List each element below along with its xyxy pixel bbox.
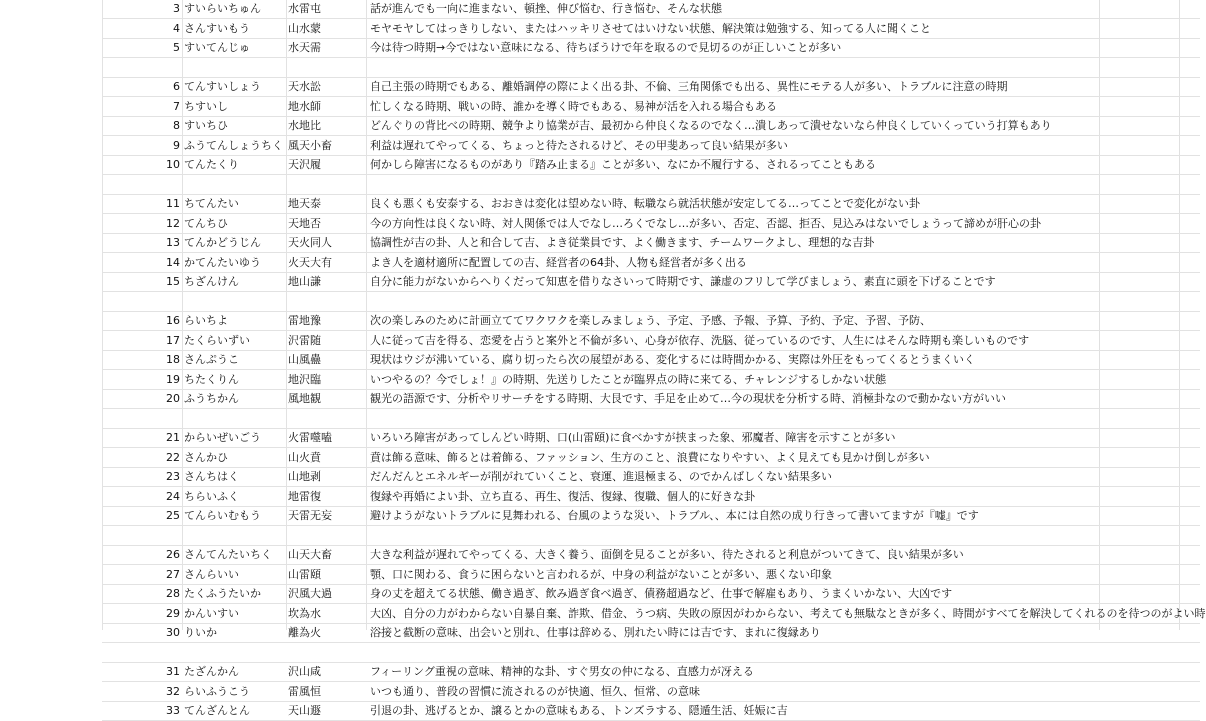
hexagram-number-cell[interactable]: 20 bbox=[166, 392, 180, 405]
description-cell[interactable]: 観光の語源です、分析やリサーチをする時期、大艮です、手足を止めて…今の現状を分析する時、消極卦なので動かない方がいい bbox=[370, 392, 1007, 405]
reading-cell[interactable]: ちすいし bbox=[184, 99, 228, 113]
table-row[interactable] bbox=[102, 233, 1200, 253]
hexagram-name-cell[interactable]: 地天泰 bbox=[288, 197, 321, 210]
hexagram-number-cell[interactable]: 25 bbox=[166, 509, 180, 522]
hexagram-name-cell[interactable]: 雷地豫 bbox=[288, 314, 321, 327]
reading-cell[interactable]: かてんたいゆう bbox=[184, 255, 261, 269]
table-row[interactable] bbox=[102, 331, 1200, 351]
hexagram-name-cell[interactable]: 天火同人 bbox=[288, 236, 332, 249]
hexagram-number-cell[interactable]: 28 bbox=[166, 587, 180, 600]
hexagram-name-cell[interactable]: 水雷屯 bbox=[288, 2, 321, 15]
reading-cell[interactable]: てんちひ bbox=[184, 216, 228, 230]
hexagram-number-cell[interactable]: 10 bbox=[166, 158, 180, 171]
description-cell[interactable]: 復縁や再婚によい卦、立ち直る、再生、復活、復縁、復職、個人的に好きな卦 bbox=[370, 489, 755, 503]
reading-cell[interactable]: すいちひ bbox=[184, 119, 228, 132]
description-cell[interactable]: 自分に能力がないからへりくだって知恵を借りなさいって時期です、謙虚のフリして学びましょう、素直に頭を下げることです bbox=[370, 275, 996, 288]
hexagram-name-cell[interactable]: 離為火 bbox=[288, 626, 321, 639]
reading-cell[interactable]: らいちよ bbox=[184, 314, 228, 327]
hexagram-name-cell[interactable]: 天山遯 bbox=[288, 704, 321, 717]
hexagram-name-cell[interactable]: 地水師 bbox=[288, 99, 321, 113]
hexagram-number-cell[interactable]: 31 bbox=[166, 665, 180, 678]
description-cell[interactable]: 避けようがないトラブルに見舞われる、台風のような災い、トラブル、、本には自然の成り行きって書いてますが『嘘』です bbox=[370, 509, 979, 522]
reading-cell[interactable]: たざんかん bbox=[184, 665, 239, 678]
hexagram-number-cell[interactable]: 22 bbox=[166, 450, 180, 464]
reading-cell[interactable]: ふうちかん bbox=[184, 392, 239, 405]
reading-cell[interactable]: てんすいしょう bbox=[184, 80, 261, 93]
hexagram-name-cell[interactable]: 山地剥 bbox=[288, 470, 321, 483]
description-cell[interactable]: 良くも悪くも安泰する、おおきは変化は望めない時、転職なら就活状態が安定してる…ってことで変化がない卦 bbox=[370, 197, 920, 210]
description-cell[interactable]: 利益は遅れてやってくる、ちょっと待たされるけど、その甲斐あって良い結果が多い bbox=[370, 138, 788, 152]
hexagram-number-cell[interactable]: 3 bbox=[173, 2, 180, 15]
hexagram-number-cell[interactable]: 4 bbox=[173, 21, 180, 35]
blank-row[interactable] bbox=[102, 175, 1200, 195]
table-row[interactable] bbox=[102, 19, 1200, 39]
hexagram-name-cell[interactable]: 山水蒙 bbox=[288, 21, 321, 35]
reading-cell[interactable]: さんすいもう bbox=[184, 21, 250, 35]
blank-row[interactable] bbox=[102, 292, 1200, 312]
table-row[interactable] bbox=[102, 311, 1200, 331]
description-cell[interactable]: 現状はウジが沸いている、腐り切ったら次の展望がある、変化するには時間かかる、実際は外圧をもってくるとうまくいく bbox=[370, 353, 975, 366]
blank-row[interactable] bbox=[102, 526, 1200, 546]
hexagram-name-cell[interactable]: 沢山咸 bbox=[288, 665, 321, 678]
description-cell[interactable]: いつも通り、普段の習慣に流されるのが快適、恒久、恒常、の意味 bbox=[370, 684, 700, 698]
hexagram-number-cell[interactable]: 29 bbox=[166, 606, 180, 620]
hexagram-name-cell[interactable]: 風地観 bbox=[288, 392, 321, 405]
description-cell[interactable]: 今は待つ時期→今ではない意味になる、待ちぼうけで年を取るので見切るのが正しいことが多い bbox=[370, 41, 842, 54]
description-cell[interactable]: いつやるの？今でしょ！』の時期、先送りしたことが臨界点の時に来てる、チャレンジするしかない状態 bbox=[370, 372, 887, 386]
hexagram-name-cell[interactable]: 水天需 bbox=[288, 41, 321, 54]
hexagram-name-cell[interactable]: 火天大有 bbox=[288, 255, 332, 269]
hexagram-number-cell[interactable]: 30 bbox=[166, 626, 180, 639]
description-cell[interactable]: 引退の卦、逃げるとか、譲るとかの意味もある、トンズラする、隠遁生活、妊娠に吉 bbox=[370, 704, 788, 717]
description-cell[interactable]: 顎、口に関わる、食うに困らないと言われるが、中身の利益がないことが多い、悪くない印象 bbox=[370, 567, 832, 581]
table-row[interactable] bbox=[102, 487, 1200, 507]
description-cell[interactable]: モヤモヤしてはっきりしない、またはハッキリさせてはいけない状態、解決策は勉強する、知ってる人に聞くこと bbox=[370, 21, 931, 35]
hexagram-number-cell[interactable]: 19 bbox=[166, 372, 180, 386]
hexagram-name-cell[interactable]: 雷風恒 bbox=[288, 684, 321, 698]
blank-row[interactable] bbox=[102, 409, 1200, 429]
description-cell[interactable]: よき人を適材適所に配置しての吉、経営者の64卦、人物も経営者が多く出る bbox=[370, 255, 747, 269]
reading-cell[interactable]: てんらいむもう bbox=[184, 509, 261, 522]
table-row[interactable] bbox=[102, 682, 1200, 702]
hexagram-name-cell[interactable]: 山火賁 bbox=[288, 450, 321, 464]
hexagram-number-cell[interactable]: 8 bbox=[173, 119, 180, 132]
hexagram-number-cell[interactable]: 26 bbox=[166, 548, 180, 561]
table-row[interactable] bbox=[102, 97, 1200, 117]
hexagram-name-cell[interactable]: 天地否 bbox=[288, 216, 321, 230]
table-row[interactable] bbox=[102, 370, 1200, 390]
description-cell[interactable]: 次の楽しみのために計画立ててワクワクを楽しみましょう、予定、予感、予報、予算、予約、予定、予習、予防、 bbox=[370, 314, 931, 327]
hexagram-name-cell[interactable]: 天水訟 bbox=[288, 80, 321, 93]
hexagram-number-cell[interactable]: 11 bbox=[166, 197, 180, 210]
table-row[interactable] bbox=[102, 253, 1200, 273]
table-row[interactable] bbox=[102, 350, 1200, 370]
description-cell[interactable]: 人に従って吉を得る、恋愛を占うと案外と不倫が多い、心身が依存、洗脳、従っているのです、人生にはそんな時期も楽しいものです bbox=[370, 333, 1030, 347]
table-row[interactable] bbox=[102, 565, 1200, 585]
hexagram-name-cell[interactable]: 風天小畜 bbox=[288, 138, 332, 152]
hexagram-name-cell[interactable]: 山雷頤 bbox=[288, 567, 321, 581]
reading-cell[interactable]: すいてんじゅ bbox=[184, 41, 250, 54]
reading-cell[interactable]: りいか bbox=[184, 626, 217, 639]
hexagram-name-cell[interactable]: 火雷噬嗑 bbox=[288, 431, 332, 444]
hexagram-name-cell[interactable]: 山風蠱 bbox=[288, 353, 321, 366]
hexagram-number-cell[interactable]: 7 bbox=[173, 99, 180, 113]
reading-cell[interactable]: ふうてんしょうちく bbox=[184, 138, 283, 152]
description-cell[interactable]: 協調性が吉の卦、人と和合して吉、よき従業員です、よく働きます、チームワークよし、理想的な吉卦 bbox=[370, 236, 875, 249]
description-cell[interactable]: フィーリング重視の意味、精神的な卦、すぐ男女の仲になる、直感力が冴える bbox=[370, 665, 754, 678]
hexagram-number-cell[interactable]: 6 bbox=[173, 80, 180, 93]
description-cell[interactable]: 自己主張の時期でもある、離婚調停の際によく出る卦、不倫、三角関係でも出る、異性にモテる人が多い、トラブルに注意の時期 bbox=[370, 80, 1008, 93]
reading-cell[interactable]: らいふうこう bbox=[184, 684, 250, 698]
table-row[interactable] bbox=[102, 506, 1200, 526]
reading-cell[interactable]: さんちはく bbox=[184, 470, 239, 483]
hexagram-number-cell[interactable]: 14 bbox=[166, 255, 180, 269]
reading-cell[interactable]: ちたくりん bbox=[184, 372, 239, 386]
table-row[interactable] bbox=[102, 77, 1200, 97]
hexagram-name-cell[interactable]: 天雷无妄 bbox=[288, 509, 332, 522]
reading-cell[interactable]: さんぷうこ bbox=[184, 353, 239, 366]
description-cell[interactable]: いろいろ障害があってしんどい時期、口(山雷頤)に食べかすが挟まった象、邪魔者、障害を示すことが多い bbox=[370, 431, 896, 444]
table-row[interactable] bbox=[102, 389, 1200, 409]
table-row[interactable] bbox=[102, 0, 1200, 19]
table-row[interactable] bbox=[102, 194, 1200, 214]
hexagram-number-cell[interactable]: 18 bbox=[166, 353, 180, 366]
table-row[interactable] bbox=[102, 214, 1200, 234]
reading-cell[interactable]: さんてんたいちく bbox=[184, 548, 272, 561]
reading-cell[interactable]: ちらいふく bbox=[184, 489, 239, 503]
hexagram-number-cell[interactable]: 21 bbox=[166, 431, 180, 444]
blank-row[interactable] bbox=[102, 58, 1200, 78]
description-cell[interactable]: 浴接と截断の意味、出会いと別れ、仕事は辞める、別れたい時には吉です、まれに復縁あり bbox=[370, 626, 821, 639]
hexagram-number-cell[interactable]: 15 bbox=[166, 275, 180, 288]
hexagram-name-cell[interactable]: 地雷復 bbox=[288, 489, 321, 503]
table-row[interactable] bbox=[102, 662, 1200, 682]
description-cell[interactable]: 賁は飾る意味、飾るとは着飾る、ファッション、生方のこと、浪費になりやすい、よく見えても見かけ倒しが多い bbox=[370, 450, 930, 464]
hexagram-name-cell[interactable]: 地山謙 bbox=[288, 275, 321, 288]
reading-cell[interactable]: ちざんけん bbox=[184, 275, 239, 288]
description-cell[interactable]: 何かしら障害になるものがあり『踏み止まる』ことが多い、なにか不履行する、されるってこともある bbox=[370, 158, 876, 171]
table-row[interactable] bbox=[102, 448, 1200, 468]
hexagram-number-cell[interactable]: 27 bbox=[166, 567, 180, 581]
table-row[interactable] bbox=[102, 701, 1200, 721]
table-row[interactable] bbox=[102, 136, 1200, 156]
table-row[interactable] bbox=[102, 116, 1200, 136]
hexagram-name-cell[interactable]: 天沢履 bbox=[288, 158, 321, 171]
reading-cell[interactable]: てんかどうじん bbox=[184, 236, 261, 249]
hexagram-name-cell[interactable]: 沢風大過 bbox=[288, 587, 332, 600]
table-row[interactable] bbox=[102, 584, 1200, 604]
blank-row[interactable] bbox=[102, 643, 1200, 663]
table-row[interactable] bbox=[102, 623, 1200, 643]
reading-cell[interactable]: ちてんたい bbox=[184, 197, 239, 210]
description-cell[interactable]: 今の方向性は良くない時、対人関係では人でなし…ろくでなし…が多い、否定、否認、拒否、見込みはないでしょうって諦めが肝心の卦 bbox=[370, 216, 1041, 230]
table-row[interactable] bbox=[102, 604, 1206, 624]
hexagram-number-cell[interactable]: 24 bbox=[166, 489, 180, 503]
hexagram-number-cell[interactable]: 5 bbox=[173, 41, 180, 54]
hexagram-number-cell[interactable]: 13 bbox=[166, 236, 180, 249]
table-row[interactable] bbox=[102, 467, 1200, 487]
hexagram-number-cell[interactable]: 12 bbox=[166, 216, 180, 230]
reading-cell[interactable]: たくらいずい bbox=[184, 333, 250, 347]
reading-cell[interactable]: さんかひ bbox=[184, 450, 228, 464]
reading-cell[interactable]: てんざんとん bbox=[184, 704, 250, 717]
hexagram-name-cell[interactable]: 沢雷随 bbox=[288, 333, 321, 347]
description-cell[interactable]: どんぐりの背比べの時期、競争より協業が吉、最初から仲良くなるのでなく…潰しあって潰せないなら仲良くしていくっていう打算もあり bbox=[370, 119, 1052, 132]
hexagram-number-cell[interactable]: 17 bbox=[166, 333, 180, 347]
hexagram-name-cell[interactable]: 水地比 bbox=[288, 119, 321, 132]
description-cell[interactable]: 話が進んでも一向に進まない、頓挫、伸び悩む、行き悩む、そんな状態 bbox=[370, 2, 722, 15]
description-cell[interactable]: 身の丈を超えてる状態、働き過ぎ、飲み過ぎ食べ過ぎ、債務超過など、仕事で解雇もあり、うまくいかない、大凶です bbox=[370, 587, 953, 600]
description-cell[interactable]: 忙しくなる時期、戦いの時、誰かを導く時でもある、易神が活を入れる場合もある bbox=[370, 99, 777, 113]
hexagram-name-cell[interactable]: 坎為水 bbox=[288, 606, 321, 620]
reading-cell[interactable]: てんたくり bbox=[184, 158, 239, 171]
reading-cell[interactable]: すいらいちゅん bbox=[184, 2, 261, 15]
hexagram-number-cell[interactable]: 9 bbox=[173, 138, 180, 152]
table-row[interactable] bbox=[102, 272, 1200, 292]
reading-cell[interactable]: たくふうたいか bbox=[184, 587, 261, 600]
reading-cell[interactable]: かんいすい bbox=[184, 606, 239, 620]
hexagram-number-cell[interactable]: 33 bbox=[166, 704, 180, 717]
description-cell[interactable]: 大凶、自分の力がわからない自暴自棄、詐欺、借金、うつ病、失敗の原因がわからない、考えても無駄なときが多く、時間がすべてを解決してくれるのを待つのがよい時 bbox=[370, 606, 1206, 620]
reading-cell[interactable]: からいぜいごう bbox=[184, 431, 261, 444]
description-cell[interactable]: だんだんとエネルギーが削がれていくこと、衰運、進退極まる、のでかんばしくない結果多い bbox=[370, 470, 832, 483]
reading-cell[interactable]: さんらいい bbox=[184, 567, 239, 581]
hexagram-name-cell[interactable]: 山天大畜 bbox=[288, 548, 332, 561]
table-row[interactable] bbox=[102, 545, 1200, 565]
hexagram-name-cell[interactable]: 地沢臨 bbox=[288, 372, 321, 386]
table-row[interactable] bbox=[102, 38, 1200, 58]
table-row[interactable] bbox=[102, 428, 1200, 448]
table-row[interactable] bbox=[102, 155, 1200, 175]
description-cell[interactable]: 大きな利益が遅れてやってくる、大きく養う、面倒を見ることが多い、待たされると利息がついてきて、良い結果が多い bbox=[370, 548, 964, 561]
hexagram-number-cell[interactable]: 32 bbox=[166, 684, 180, 698]
hexagram-number-cell[interactable]: 16 bbox=[166, 314, 180, 327]
hexagram-number-cell[interactable]: 23 bbox=[166, 470, 180, 483]
